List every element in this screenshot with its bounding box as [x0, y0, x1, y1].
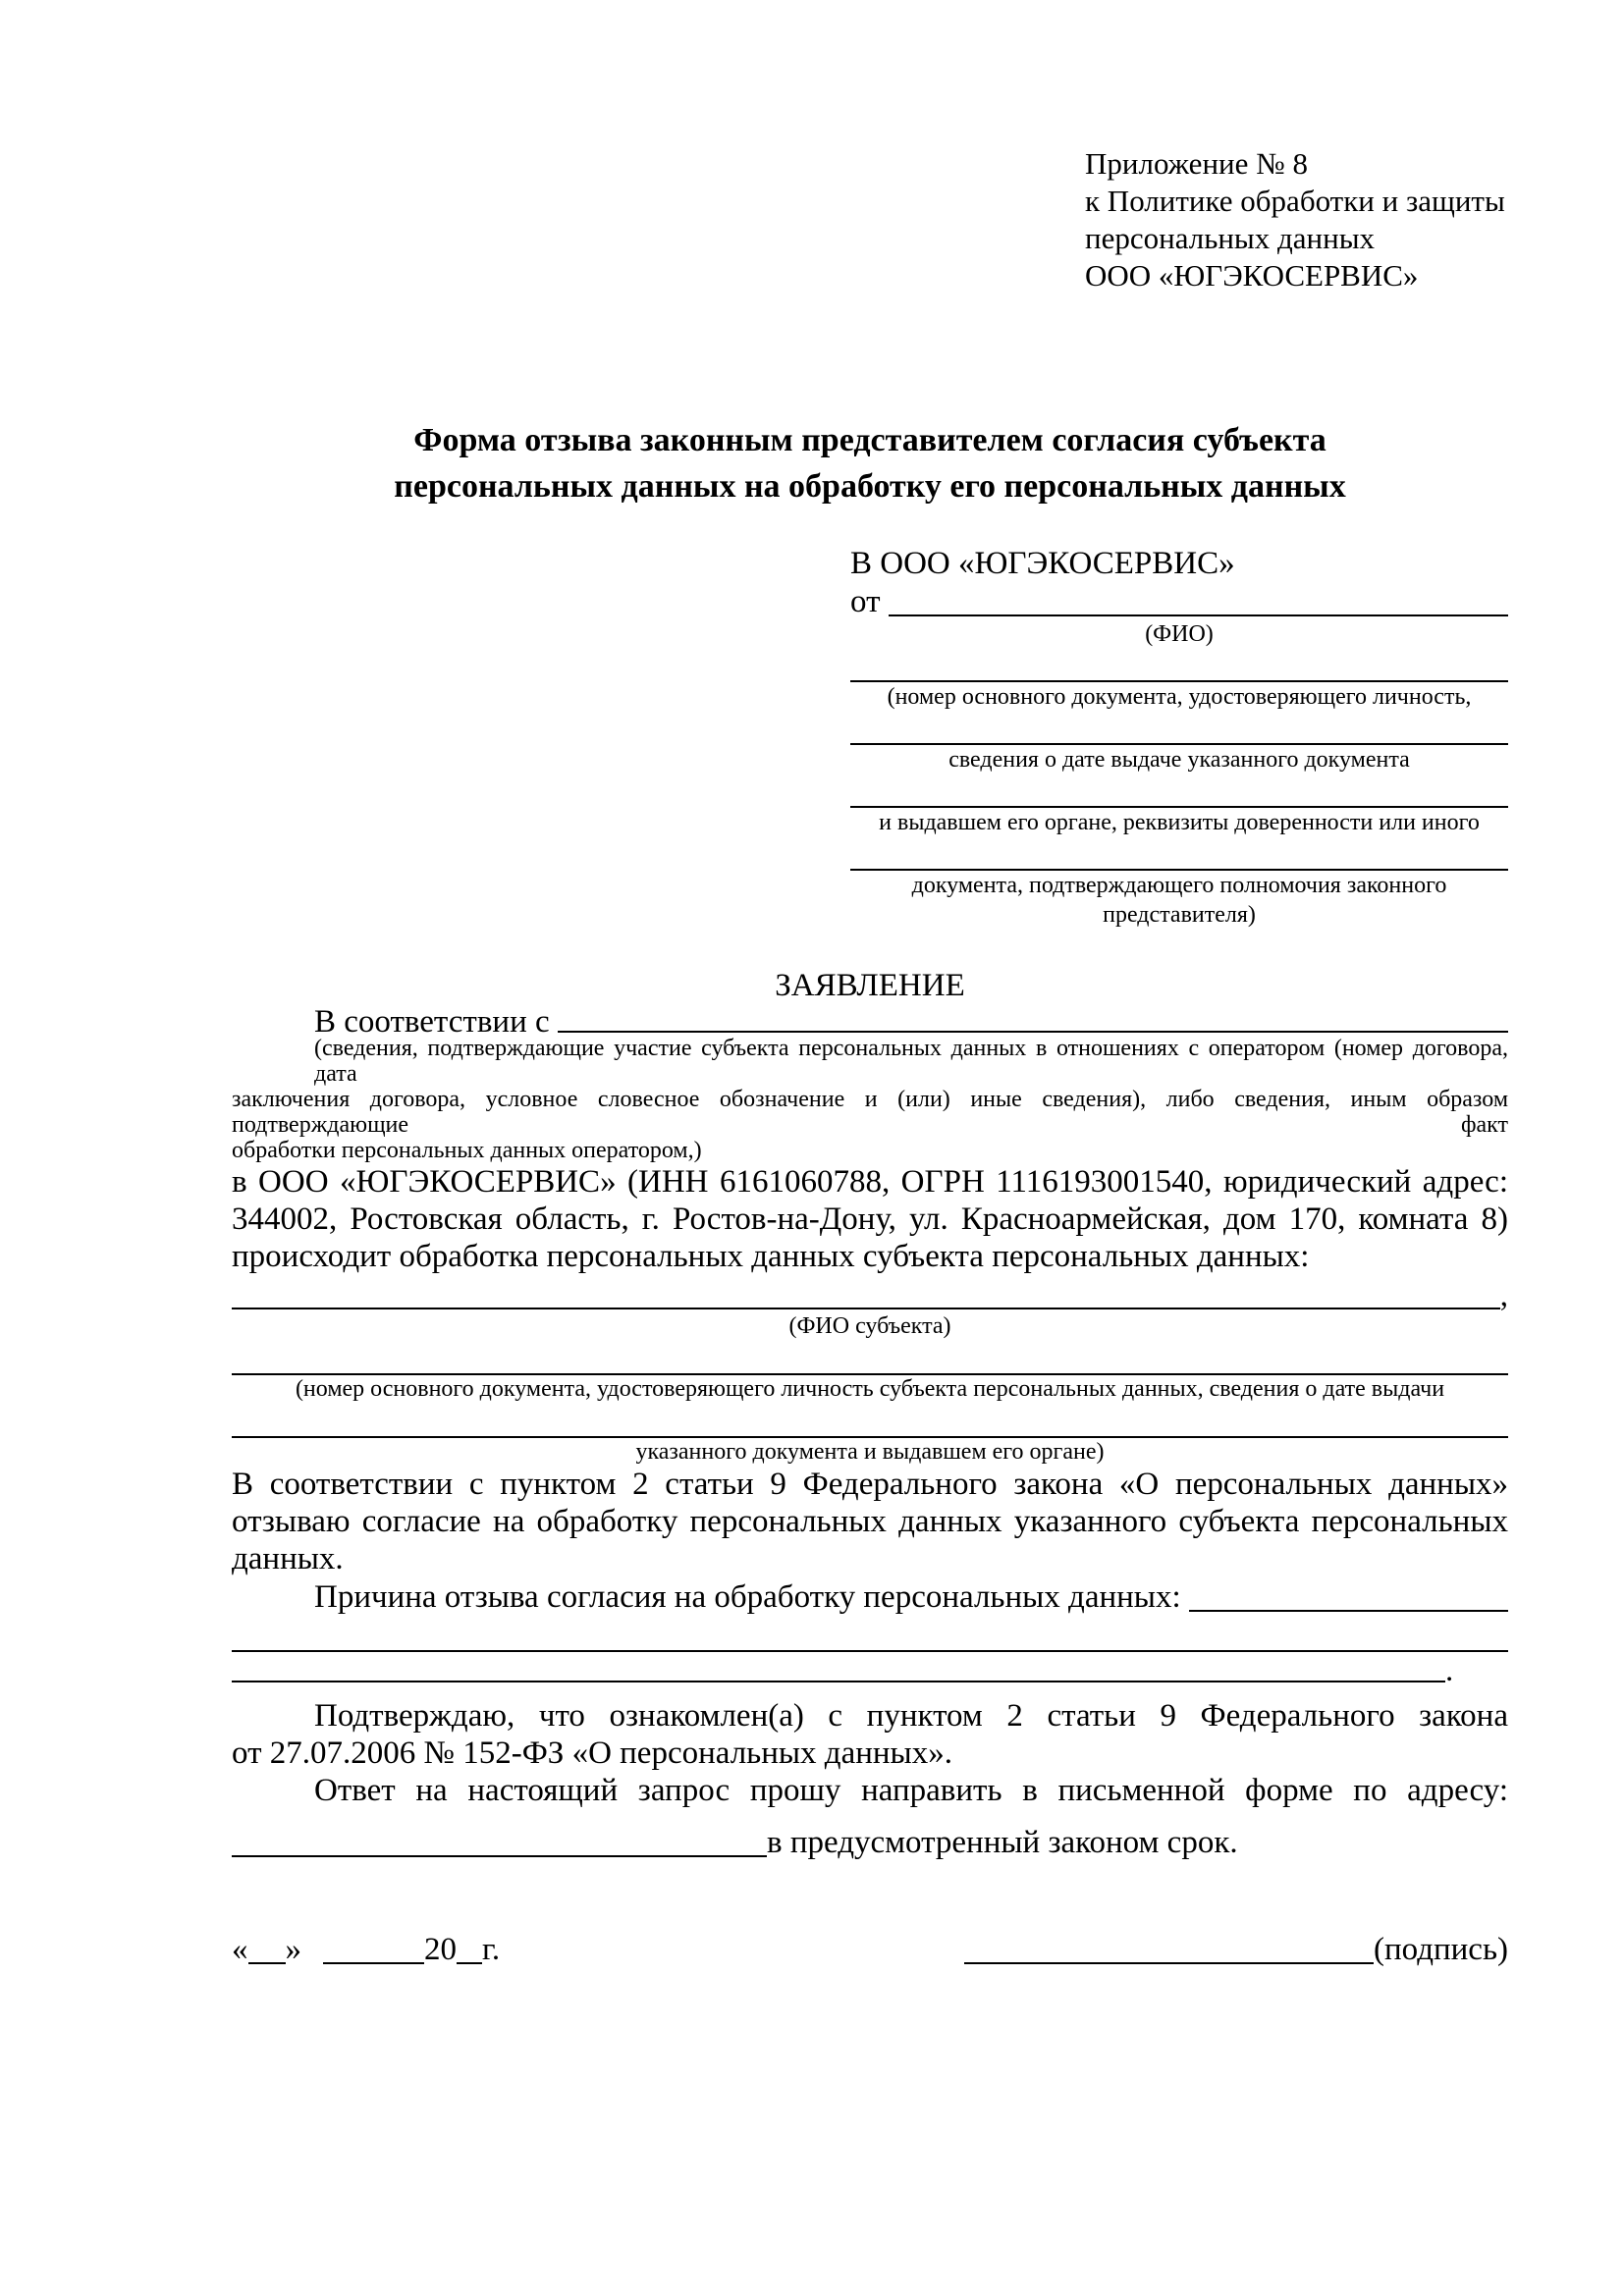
- withdraw-paragraph-line-2: отзываю согласие на обработку персональных данных указанного субъекта персональных: [232, 1504, 1508, 1539]
- subject-doc-blank-line-2[interactable]: [232, 1403, 1508, 1438]
- addressee-organization: В ООО «ЮГЭКОСЕРВИС»: [850, 546, 1235, 581]
- basis-row: [232, 1004, 1508, 1040]
- confirm-paragraph: [232, 1697, 1508, 1772]
- representative-doc-blank-line-4[interactable]: [850, 837, 1508, 871]
- reply-paragraph-line-1: Ответ на настоящий запрос прошу направить в письменной форме по адресу:: [314, 1773, 1508, 1808]
- reason-extra-row-2: [232, 1652, 1508, 1688]
- appendix-line-3: персональных данных: [1085, 221, 1376, 255]
- addressee-block: [850, 545, 1508, 930]
- basis-blank-line[interactable]: [558, 1031, 1508, 1033]
- document-title-line-1: Форма отзыва законным представителем согласия субъекта: [413, 422, 1326, 458]
- withdraw-paragraph-line-1: В соответствии с пунктом 2 статьи 9 Федерального закона «О персональных данных»: [232, 1467, 1508, 1502]
- signature-caption: (подпись): [1374, 1932, 1508, 1967]
- reason-prefix: Причина отзыва согласия на обработку персональных данных:: [314, 1579, 1181, 1615]
- subject-doc-caption-2: указанного документа и выдавшем его органе): [635, 1439, 1105, 1465]
- operator-paragraph-line-1: в ООО «ЮГЭКОСЕРВИС» (ИНН 6161060788, ОГРН 1116193001540, юридический адрес:: [232, 1164, 1508, 1200]
- from-row: [850, 582, 1508, 619]
- doc-caption-2: сведения о дате выдаче указанного документа: [948, 747, 1410, 773]
- fine-print-line-1: (сведения, подтверждающие участие субъекта персональных данных в отношениях с оператором (номер договора, дата: [314, 1036, 1508, 1087]
- fine-print-line-2: заключения договора, условное словесное обозначение и (или) иные сведения), либо сведения, иным образом подтверждающие факт: [232, 1087, 1508, 1138]
- date-close-quote: »: [285, 1932, 301, 1967]
- footer-row: [232, 1931, 1508, 1968]
- doc-caption-3: и выдавшем его органе, реквизиты доверенности или иного: [879, 810, 1480, 835]
- basis-prefix: В соответствии с: [314, 1004, 550, 1040]
- confirm-paragraph-line-1: Подтверждаю, что ознакомлен(а) с пунктом 2 статьи 9 Федерального закона: [314, 1698, 1508, 1734]
- reason-blank-line[interactable]: [1189, 1610, 1508, 1612]
- reply-address-blank-line[interactable]: [232, 1855, 767, 1857]
- fio-caption: (ФИО): [1145, 621, 1214, 647]
- withdraw-paragraph-line-3: данных.: [232, 1541, 344, 1576]
- reply-suffix: в предусмотренный законом срок.: [767, 1825, 1238, 1860]
- date-year-blank[interactable]: [457, 1962, 482, 1964]
- date-day-blank[interactable]: [248, 1962, 286, 1964]
- doc-caption-4: документа, подтверждающего полномочия законного представителя): [911, 873, 1447, 928]
- document-title-line-2: персональных данных на обработку его персональных данных: [394, 468, 1346, 505]
- appendix-block: [1085, 145, 1508, 294]
- representative-doc-blank-line-1[interactable]: [850, 649, 1508, 682]
- year-prefix: 20: [424, 1932, 457, 1967]
- signature-blank-line[interactable]: [964, 1962, 1374, 1964]
- subject-fio-comma: ,: [1499, 1278, 1508, 1313]
- representative-fio-blank-line[interactable]: [889, 614, 1509, 616]
- appendix-line-1: Приложение № 8: [1085, 146, 1308, 181]
- representative-doc-blank-line-3[interactable]: [850, 774, 1508, 808]
- statement-heading: ЗАЯВЛЕНИЕ: [775, 968, 965, 1003]
- subject-fio-blank-line[interactable]: [232, 1308, 1500, 1309]
- date-month-blank[interactable]: [323, 1962, 424, 1964]
- reason-period: .: [1445, 1653, 1454, 1688]
- subject-doc-blank-line-1[interactable]: [232, 1340, 1508, 1375]
- operator-paragraph-line-2: 344002, Ростовская область, г. Ростов-на-Дону, ул. Красноармейская, дом 170, комната 8): [232, 1201, 1508, 1237]
- reason-extra-blank-line-1[interactable]: [232, 1615, 1508, 1652]
- date-open-quote: «: [232, 1932, 248, 1967]
- signature-group: [964, 1931, 1508, 1968]
- document-title: [232, 417, 1508, 509]
- representative-doc-blank-line-2[interactable]: [850, 712, 1508, 745]
- reply-row-2: [232, 1823, 1508, 1860]
- from-label: от: [850, 584, 881, 619]
- confirm-paragraph-line-2: от 27.07.2006 № 152-ФЗ «О персональных данных».: [232, 1735, 952, 1771]
- year-suffix: г.: [482, 1932, 501, 1967]
- appendix-line-2: к Политике обработки и защиты: [1085, 184, 1505, 218]
- reason-row: [232, 1577, 1508, 1615]
- date-group: [232, 1931, 500, 1968]
- fine-print-line-3: обработки персональных данных оператором,): [232, 1138, 702, 1163]
- appendix-line-4: ООО «ЮГЭКОСЕРВИС»: [1085, 258, 1419, 293]
- subject-fio-row: [232, 1275, 1508, 1312]
- operator-paragraph-line-3: происходит обработка персональных данных субъекта персональных данных:: [232, 1239, 1310, 1274]
- subject-fio-caption: (ФИО субъекта): [788, 1313, 951, 1339]
- reason-extra-blank-line-2[interactable]: [232, 1681, 1445, 1682]
- doc-caption-1: (номер основного документа, удостоверяющего личность,: [887, 684, 1472, 710]
- subject-doc-caption-1: (номер основного документа, удостоверяющего личность субъекта персональных данных, сведения о дате выдачи: [295, 1376, 1445, 1402]
